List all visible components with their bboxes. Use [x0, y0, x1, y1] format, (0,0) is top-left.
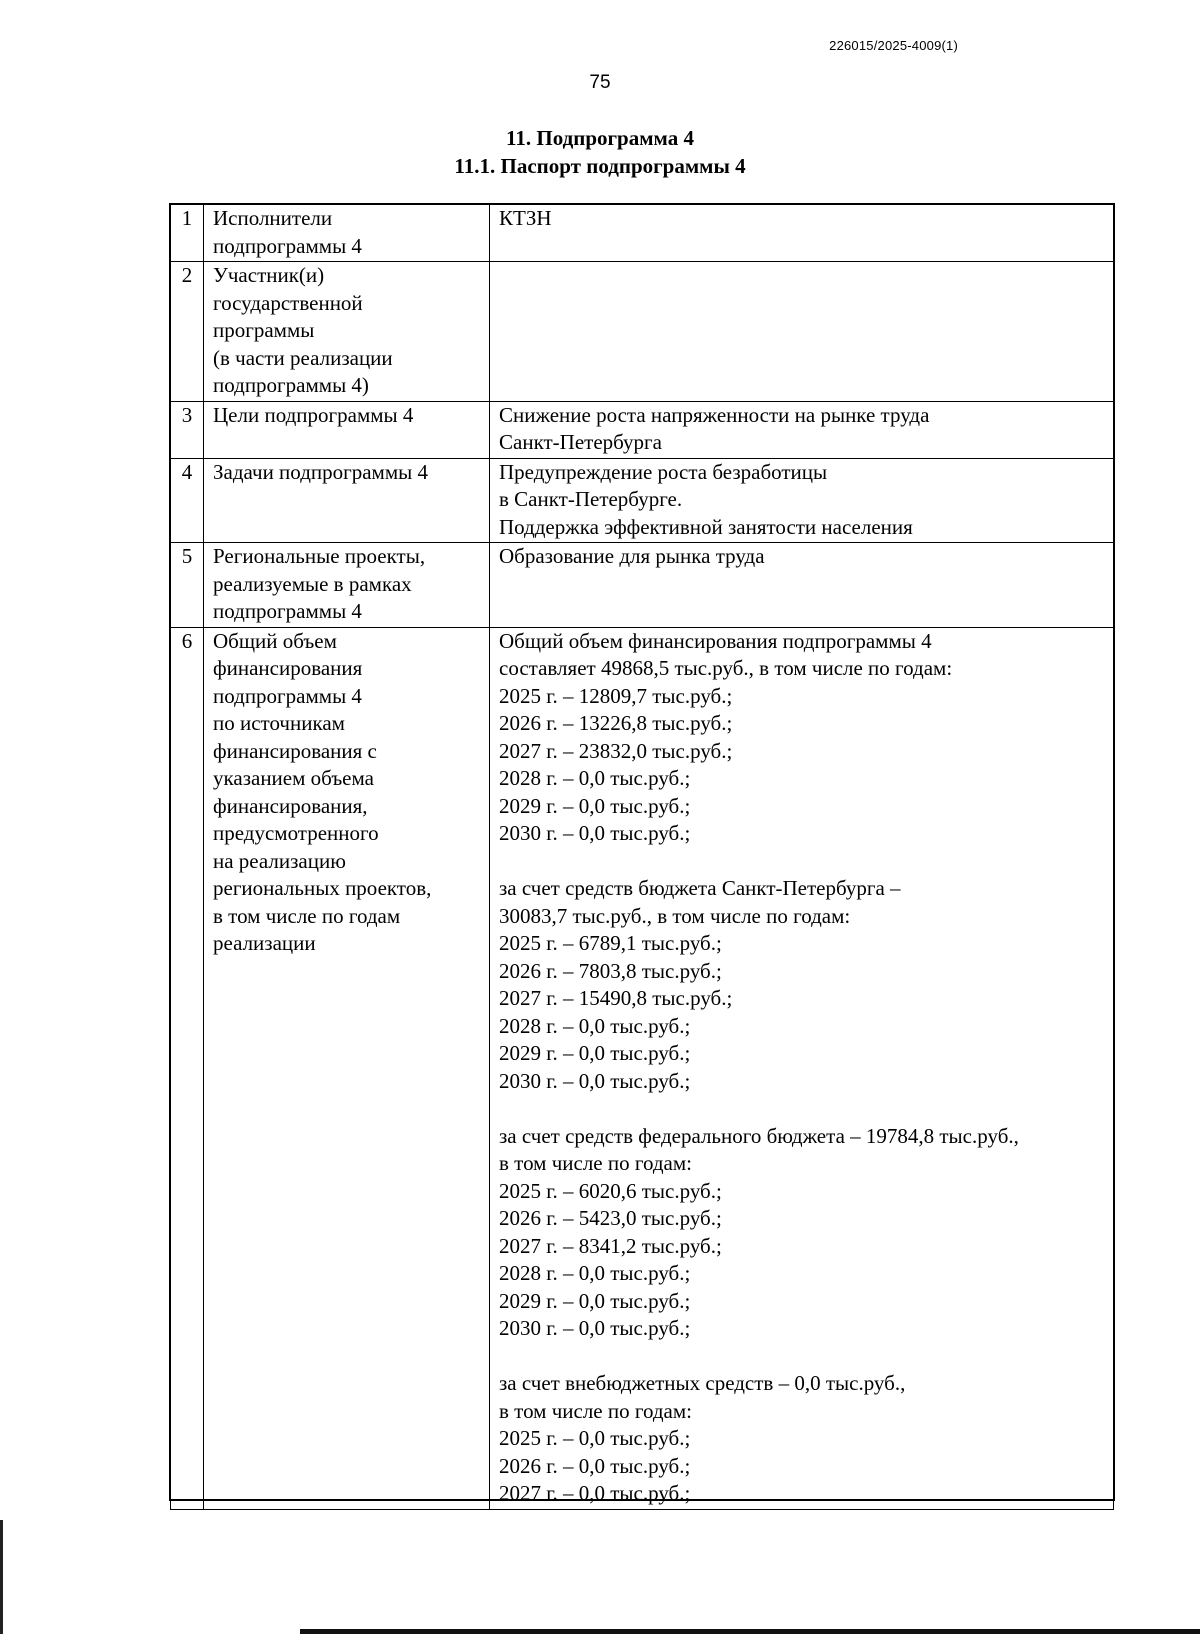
value-line: 2025 г. – 0,0 тыс.руб.;	[499, 1426, 691, 1450]
label-line: предусмотренного	[213, 821, 379, 845]
table-row	[171, 205, 1114, 262]
label-line: программы	[213, 318, 315, 342]
label-line: государственной	[213, 290, 363, 315]
value-line: Снижение роста напряженности на рынке труда	[499, 402, 930, 427]
section-title: 11. Подпрограмма 4	[506, 126, 694, 150]
value-line: в том числе по годам:	[499, 1151, 692, 1175]
row-label	[204, 205, 490, 262]
row-value	[490, 627, 1114, 1509]
row-label	[204, 401, 490, 458]
label-line: Задачи подпрограммы 4	[213, 459, 428, 484]
label-line: подпрограммы 4	[213, 233, 362, 258]
label-line: Общий объем	[213, 628, 337, 653]
label-line: реализуемые в рамках	[213, 571, 412, 596]
row-number: 6	[171, 627, 204, 1509]
value-line: 2027 г. – 23832,0 тыс.руб.;	[499, 738, 733, 763]
value-line: 2025 г. – 6020,6 тыс.руб.;	[499, 1178, 722, 1203]
value-line: составляет 49868,5 тыс.руб., в том числе по годам:	[499, 656, 953, 680]
row-number: 5	[171, 543, 204, 628]
label-line: подпрограммы 4	[213, 599, 362, 623]
row-value	[490, 543, 1114, 628]
row-number: 1	[171, 205, 204, 262]
row-value	[490, 262, 1114, 402]
value-line: КТЗН	[499, 206, 552, 230]
scan-edge-bottom	[300, 1629, 1200, 1634]
label-line: на реализацию	[213, 848, 346, 873]
value-line: за счет средств федерального бюджета – 19784,8 тыс.руб.,	[499, 1123, 1019, 1148]
value-line: 2030 г. – 0,0 тыс.руб.;	[499, 1316, 691, 1340]
row-value	[490, 205, 1114, 262]
row-number: 2	[171, 262, 204, 402]
table-row	[171, 262, 1114, 402]
value-line: 2026 г. – 5423,0 тыс.руб.;	[499, 1206, 722, 1230]
value-line: 2028 г. – 0,0 тыс.руб.;	[499, 1261, 691, 1285]
label-line: финансирования с	[213, 738, 377, 763]
value-line: 2026 г. – 0,0 тыс.руб.;	[499, 1453, 691, 1478]
scan-edge-left	[0, 1520, 3, 1634]
subprogram-passport-table	[170, 204, 1114, 1510]
label-line: Исполнители	[213, 206, 333, 230]
label-line: финансирования	[213, 656, 363, 680]
value-line: 2026 г. – 13226,8 тыс.руб.;	[499, 711, 733, 735]
value-line: 2027 г. – 0,0 тыс.руб.;	[499, 1481, 691, 1505]
value-line: Поддержка эффективной занятости населения	[499, 514, 913, 539]
paragraph-gap	[499, 1095, 1105, 1123]
row-value	[490, 401, 1114, 458]
value-line: за счет внебюджетных средств – 0,0 тыс.руб.,	[499, 1371, 906, 1395]
value-line: 2027 г. – 15490,8 тыс.руб.;	[499, 986, 733, 1010]
value-line: в том числе по годам:	[499, 1398, 692, 1423]
value-line: 2026 г. – 7803,8 тыс.руб.;	[499, 958, 722, 983]
table-row	[171, 543, 1114, 628]
row-number: 3	[171, 401, 204, 458]
label-line: Региональные проекты,	[213, 544, 426, 568]
label-line: региональных проектов,	[213, 876, 432, 900]
label-line: Цели подпрограммы 4	[213, 402, 414, 427]
page-number: 75	[589, 72, 611, 93]
paragraph-gap	[499, 1343, 1105, 1371]
label-line: финансирования,	[213, 793, 368, 818]
value-line: 2025 г. – 12809,7 тыс.руб.;	[499, 683, 733, 708]
table-row	[171, 627, 1114, 1509]
label-line: по источникам	[213, 711, 345, 735]
label-line: подпрограммы 4)	[213, 373, 369, 397]
value-line: 2030 г. – 0,0 тыс.руб.;	[499, 821, 691, 845]
document-id: 226015/2025-4009(1)	[829, 38, 958, 53]
value-line: 2030 г. – 0,0 тыс.руб.;	[499, 1068, 691, 1093]
value-line: 2029 г. – 0,0 тыс.руб.;	[499, 1288, 691, 1313]
passport-table-body	[171, 205, 1114, 1510]
row-value	[490, 458, 1114, 543]
label-line: Участник(и)	[213, 263, 325, 287]
table-row	[171, 401, 1114, 458]
label-line: реализации	[213, 931, 316, 955]
paragraph-gap	[499, 848, 1105, 876]
value-line: Санкт-Петербурга	[499, 430, 662, 454]
label-line: в том числе по годам	[213, 903, 401, 928]
row-label	[204, 262, 490, 402]
value-line: 2029 г. – 0,0 тыс.руб.;	[499, 1041, 691, 1065]
table-row	[171, 458, 1114, 543]
label-line: указанием объема	[213, 766, 374, 790]
value-line: Предупреждение роста безработицы	[499, 459, 828, 484]
row-number: 4	[171, 458, 204, 543]
value-line: 2028 г. – 0,0 тыс.руб.;	[499, 1013, 691, 1038]
value-line: Образование для рынка труда	[499, 544, 765, 568]
value-line: 2025 г. – 6789,1 тыс.руб.;	[499, 931, 722, 955]
value-line: в Санкт-Петербурге.	[499, 487, 683, 511]
row-label	[204, 458, 490, 543]
value-line: за счет средств бюджета Санкт-Петербурга –	[499, 876, 901, 900]
value-line: Общий объем финансирования подпрограммы 4	[499, 628, 932, 653]
row-label	[204, 627, 490, 1509]
value-line: 2027 г. – 8341,2 тыс.руб.;	[499, 1233, 722, 1258]
page-title	[0, 124, 1200, 180]
label-line: подпрограммы 4	[213, 683, 362, 708]
value-line: 2029 г. – 0,0 тыс.руб.;	[499, 793, 691, 818]
value-line: 30083,7 тыс.руб., в том числе по годам:	[499, 903, 851, 928]
row-label	[204, 543, 490, 628]
label-line: (в части реализации	[213, 345, 393, 370]
value-line: 2028 г. – 0,0 тыс.руб.;	[499, 766, 691, 790]
subsection-title: 11.1. Паспорт подпрограммы 4	[454, 154, 746, 178]
